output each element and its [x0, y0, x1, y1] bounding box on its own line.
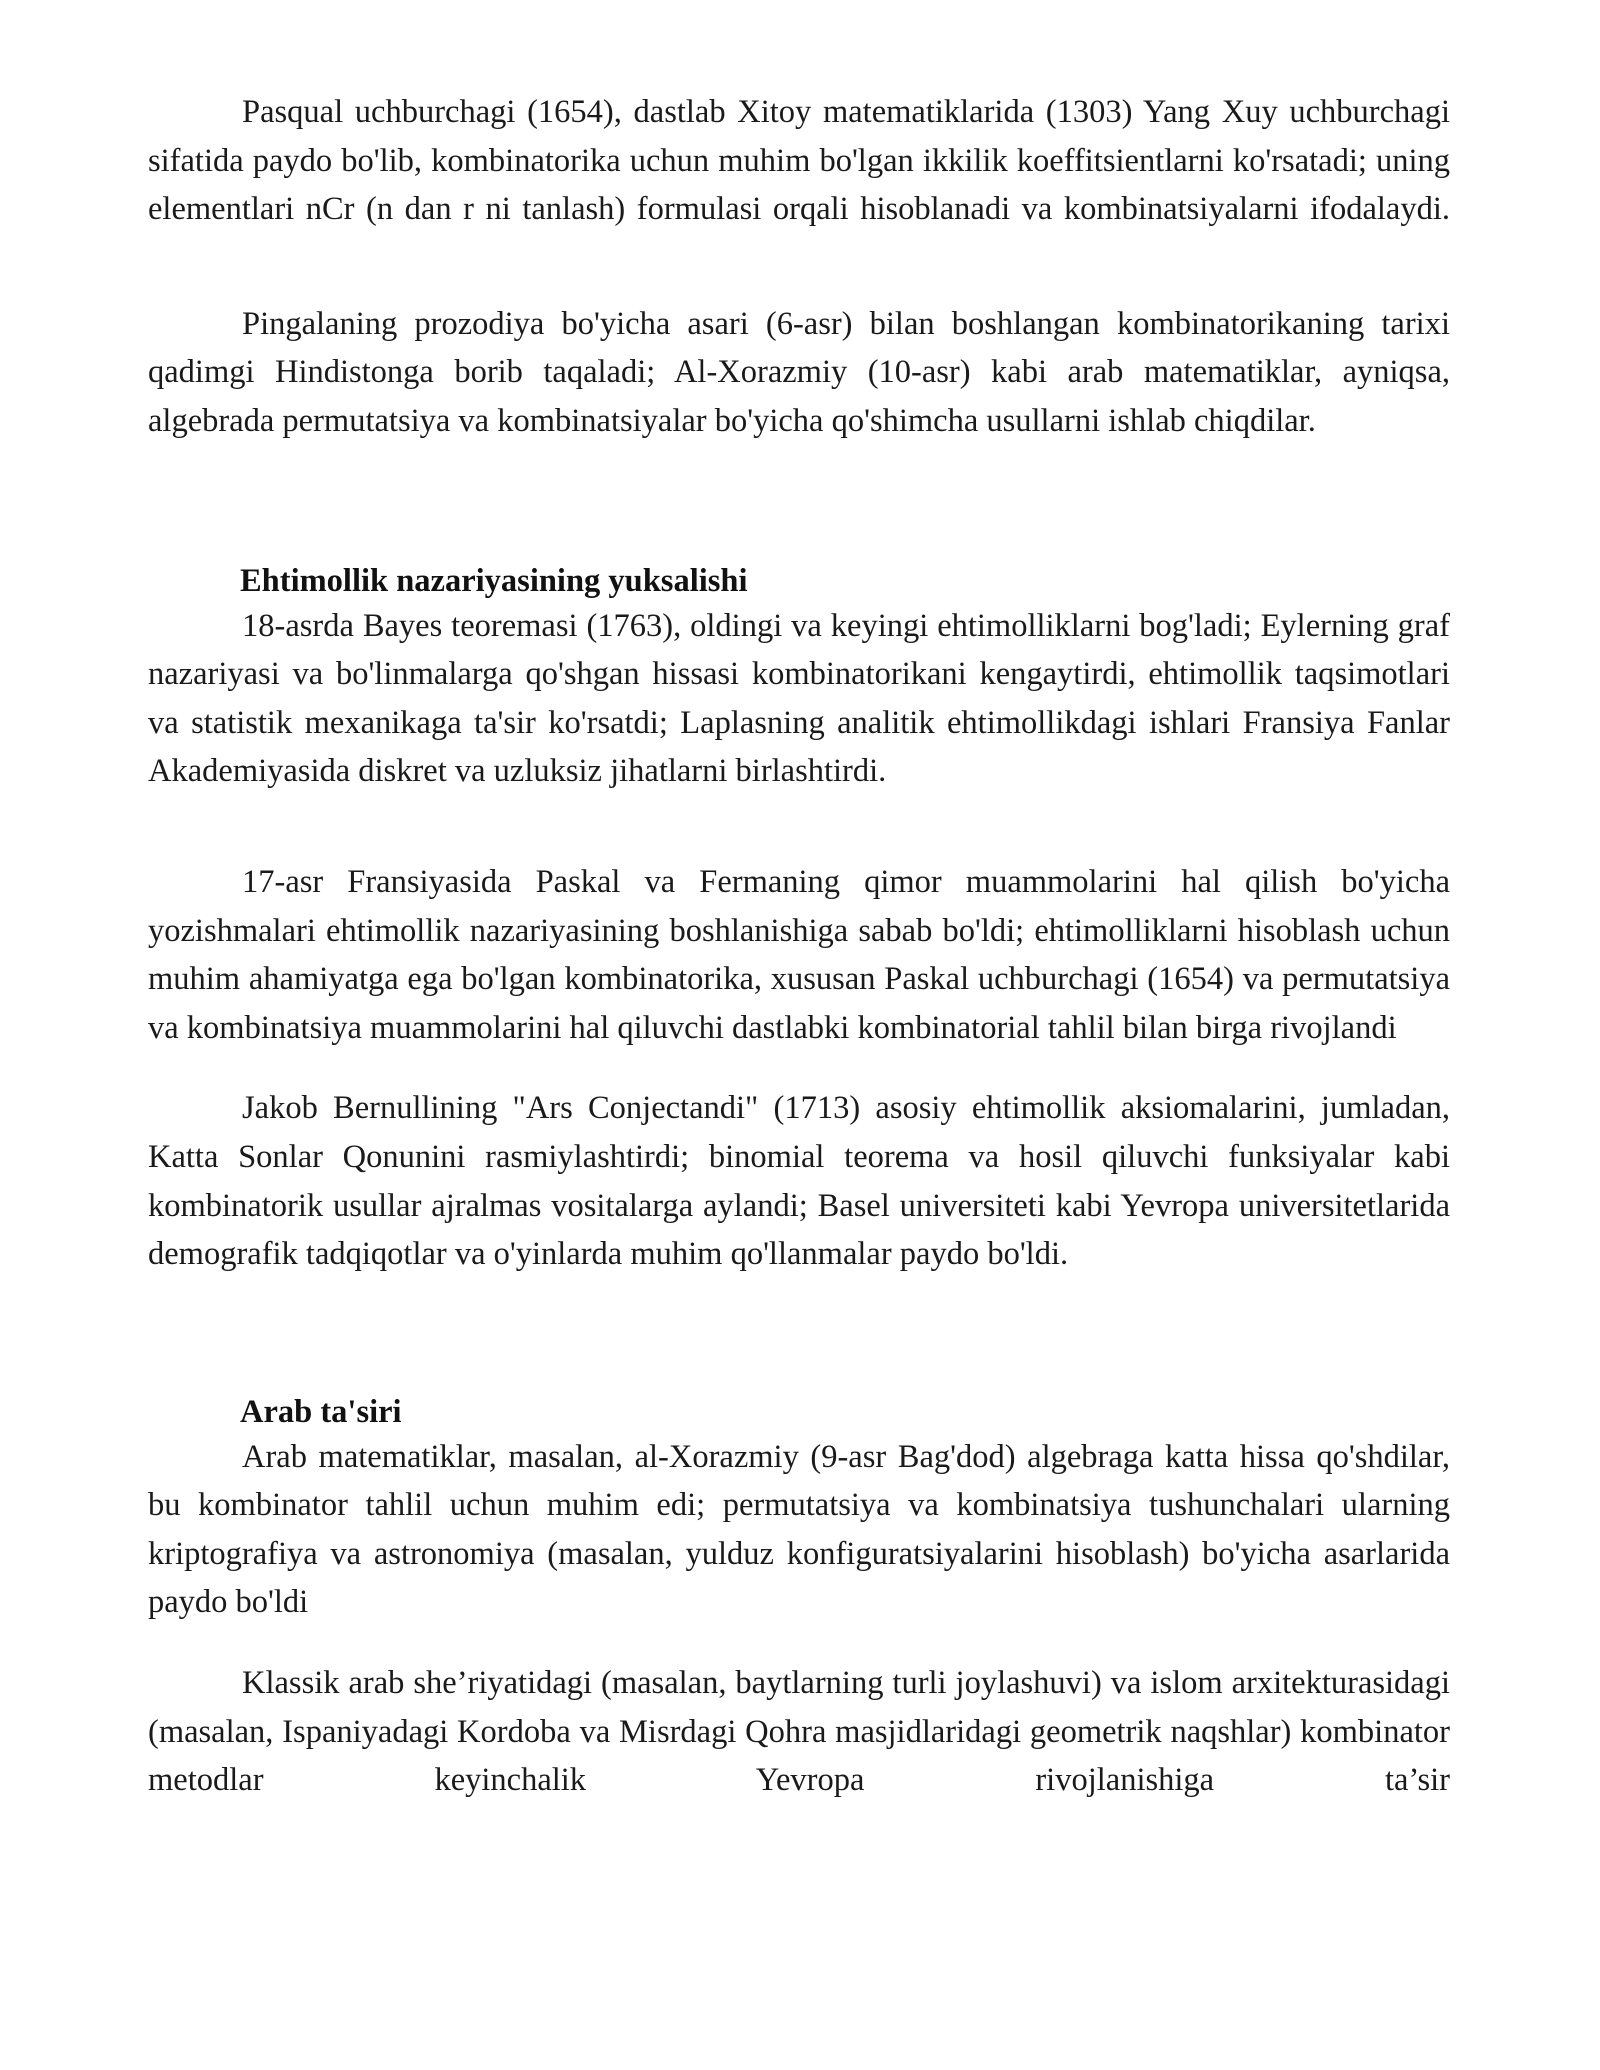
spacer: [148, 1627, 1450, 1659]
spacer: [148, 1052, 1450, 1084]
paragraph-pascal-triangle: Pasqual uchburchagi (1654), dastlab Xitoy matematiklarida (1303) Yang Xuy uchburchagi sifatida paydo bo'lib, kombinatorika uchun muhim bo'lgan ikkilik koeffitsientlarni ko'rsatadi; uning elementlari nCr (n dan r ni tanlash) formulasi orqali hisoblanadi va kombinatsiyalarni ifodalaydi.: [148, 94, 1450, 228]
paragraph-bernoulli: Jakob Bernullining "Ars Conjectandi" (1713) asosiy ehtimollik aksiomalarini, jumladan, Katta Sonlar Qonunini rasmiylashtirdi; binomial teorema va hosil qiluvchi funksiyalar kabi kombinatorik usullar ajralmas vositalarga aylandi; Basel universiteti kabi Yevropa universitetlarida demografik tadqiqotlar va o'yinlarda muhim qo'llanmalar paydo bo'ldi.: [148, 1090, 1450, 1273]
paragraph-bayes-euler-laplace: 18-asrda Bayes teoremasi (1763), oldingi va keyingi ehtimolliklarni bog'ladi; Eylerning graf nazariyasi va bo'linmalarga qo'shgan hissasi kombinatorikani kengaytirdi, ehtimollik taqsimotlari va statistik mexanikaga ta'sir ko'rsatdi; Laplasning analitik ehtimollikdagi ishlari Fransiya Fanlar Akademiyasida diskret va uzluksiz jihatlarni birlashtirdi.: [148, 607, 1450, 790]
paragraph-pascal-fermat: 17-asr Fransiyasida Paskal va Fermaning qimor muammolarini hal qilish bo'yicha yozishmalari ehtimollik nazariyasining boshlanishiga sabab bo'ldi; ehtimolliklarni hisoblash uchun muhim ahamiyatga ega bo'lgan kombinatorika, xususan Paskal uchburchagi (1654) va permutatsiya va kombinatsiya muammolarini hal qiluvchi dastlabki kombinatorial tahlil bilan birga rivojlandi: [148, 863, 1450, 1046]
document-page: [148, 88, 1450, 1805]
paragraph-arab-mathematicians: Arab matematiklar, masalan, al-Xorazmiy (9-asr Bag'dod) algebraga katta hissa qo'shdilar, bu kombinator tahlil uchun muhim edi; permutatsiya va kombinatsiya tushunchalari ularning kriptografiya va astronomiya (masalan, yulduz konfiguratsiyalarini hisoblash) bo'yicha asarlarida paydo bo'ldi: [148, 1438, 1450, 1621]
spacer: [148, 1279, 1450, 1391]
paragraph-pingala-history: Pingalaning prozodiya bo'yicha asari (6-asr) bilan boshlangan kombinatorikaning tarixi qadimgi Hindistonga borib taqaladi; Al-Xorazmiy (10-asr) kabi arab matematiklar, ayniqsa, algebrada permutatsiya va kombinatsiyalar bo'yicha qo'shimcha usullarni ishlab chiqdilar.: [148, 305, 1450, 439]
section-heading-arab-influence: Arab ta'siri: [240, 1393, 402, 1430]
section-heading-probability: Ehtimollik nazariyasining yuksalishi: [240, 562, 748, 599]
spacer: [148, 234, 1450, 300]
paragraph-classical-arab-poetry: Klassik arab she’riyatidagi (masalan, baytlarning turli joylashuvi) va islom arxitekturasidagi (masalan, Ispaniyadagi Kordoba va Misrdagi Qohra masjidlaridagi geometrik naqshlar) kombinator metodlar keyinchalik Yevropa rivojlanishiga ta’sir: [148, 1665, 1450, 1799]
spacer: [148, 796, 1450, 858]
spacer: [148, 446, 1450, 560]
